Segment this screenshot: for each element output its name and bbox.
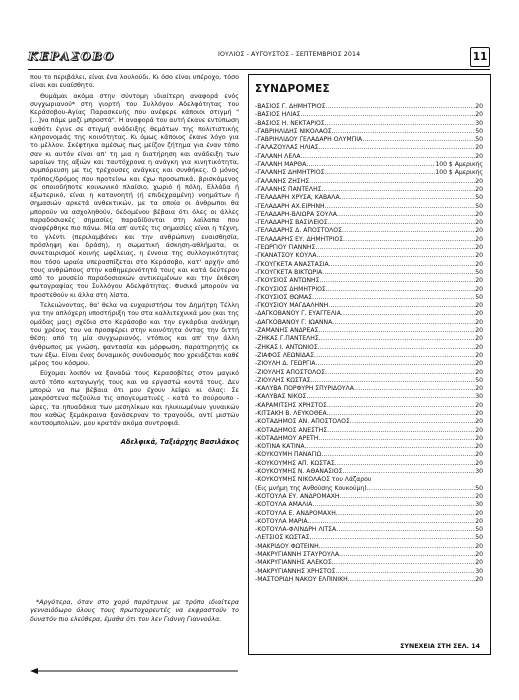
donor-name: (Εις μνήμη της Ανθούσης Κουκούμη) (255, 484, 367, 492)
donor-name: -ΓΑΒΡΙΗΛΙΔΗΣ ΝΙΚΟΛΑΟΣ (255, 127, 332, 135)
donor-name: -ΚΟΤΟΥΛΑ ΕΥ. ΑΝΔΡΟΜΑΧΗ (255, 492, 340, 500)
donor-name: -ΜΑΚΡΥΓΙΑΝΝΗΣ ΧΡΗΣΤΟΣ (255, 567, 336, 575)
donation-amount: 20 (475, 260, 483, 268)
donation-row (255, 418, 483, 426)
donation-row (255, 393, 483, 401)
donation-row (255, 377, 483, 385)
donor-name: -ΓΚΟΥΣΙΟΣ ΑΝΤΩΝΗΣ (255, 277, 320, 285)
donation-row (255, 136, 483, 144)
donor-name: -ΚΟΤΟΥΛΑ ΜΑΡΙΑ (255, 517, 308, 525)
dot-leader (319, 144, 476, 152)
dot-leader (325, 103, 475, 111)
dot-leader (300, 111, 475, 119)
dot-leader (310, 377, 475, 385)
donation-row (255, 161, 483, 169)
donation-amount: 20 (475, 509, 483, 517)
page-number: 11 (470, 47, 490, 67)
dot-leader (336, 568, 476, 576)
dot-leader (332, 128, 476, 136)
dot-leader (362, 136, 475, 144)
donation-amount: 30 (475, 119, 483, 127)
donation-amount: 20 (475, 252, 483, 260)
donor-name: -ΚΟΤΑΔΗΜΟΣ ΑΝΕΣΤΗΣ (255, 426, 328, 434)
dot-leader (341, 310, 475, 318)
donor-name: -ΚΟΤΟΥΛΑ-ΦΛΙΝΔΡΗ ΛΙΤΣΑ (255, 526, 337, 534)
donation-amount: 20 (475, 385, 483, 393)
dot-leader (342, 468, 475, 476)
donor-name: -ΖΙΟΥΛΗΣ ΚΩΣΤΑΣ (255, 376, 311, 384)
dot-leader (343, 236, 475, 244)
dot-leader (325, 203, 476, 211)
donation-row (255, 319, 483, 327)
donations-list (255, 103, 483, 584)
dot-leader (354, 385, 475, 393)
donation-amount: 20 (475, 335, 483, 343)
donation-amount: 20 (475, 152, 483, 160)
donation-row (255, 111, 483, 119)
page-header (28, 48, 490, 70)
donation-amount: 20 (475, 285, 483, 293)
donation-row (255, 435, 483, 443)
article-signature: Αδελφικά, Ταξιάρχης Βασιλάκος (120, 438, 239, 447)
donation-amount: 20 (475, 459, 483, 467)
donation-row (255, 335, 483, 343)
donation-amount: 20 (475, 517, 483, 525)
dot-leader (336, 526, 475, 534)
dot-leader (336, 510, 475, 518)
donations-box (248, 74, 491, 655)
donation-amount: 30 (475, 567, 483, 575)
dot-leader (337, 211, 475, 219)
donation-row (255, 485, 483, 493)
donation-amount: 20 (475, 551, 483, 559)
donor-name: -ΓΑΛΑΝΗ ΜΑΡΘΑ (255, 161, 307, 169)
donation-row (255, 443, 483, 451)
donation-amount: 20 (475, 210, 483, 218)
dot-leader (332, 319, 475, 327)
donor-name: -ΓΚΟΥΣΙΟΣ ΔΗΜΗΤΡΙΟΣ (255, 285, 326, 293)
donation-row (255, 277, 483, 285)
issue-date: ΙΟΥΛΙΟΣ - ΑΥΓΟΥΣΤΟΣ - ΣΕΠΤΕΜΒΡΙΟΣ 2014 (218, 51, 361, 58)
dot-leader (325, 369, 475, 377)
dot-leader (327, 410, 476, 418)
dot-leader (305, 443, 476, 451)
donation-row (255, 501, 483, 509)
donor-name: -ΓΑΛΑΝΗΣ ΖΗΣΗΣ (255, 177, 310, 185)
donor-name: -ΜΑΚΡΥΓΙΑΝΝΗ ΣΤΑΥΡΟΥΛΑ (255, 551, 340, 559)
dot-leader (332, 559, 476, 567)
donor-name: -ΓΚΟΥΣΙΟΣ ΘΩΜΑΣ (255, 293, 313, 301)
donor-name: -ΚΟΤΑΔΗΜΟΣ ΑΝ. ΑΠΟΣΤΟΛΟΣ (255, 418, 350, 426)
donation-row (255, 526, 483, 534)
donation-amount: 20 (475, 451, 483, 459)
donor-name: -ΓΕΛΑΔΑΡΗ ΑΧ.ΕΙΡΗΝΗ (255, 202, 325, 210)
donor-name: -ΓΑΛΑΖΟΥΛΑΣ ΗΛΙΑΣ (255, 144, 319, 152)
donor-name: -ΓΕΛΑΔΑΡΗΣ ΒΑΣΙΛΕΙΟΣ (255, 219, 328, 227)
donor-name: -ΒΑΣΙΟΣ ΗΛΙΑΣ (255, 111, 301, 119)
donor-name: -ΚΟΥΚΟΥΜΗΣ Ν. ΑΘΑΝΑΣΙΟΣ (255, 468, 343, 476)
donation-row (255, 576, 483, 584)
article-paragraph: Θυμάμαι ακόμα στην σύντομη ιδιαίτερη αναφορά ενός συγχωριανού* στη γιορτή του Συλλόγου Αδελφότητας του Κεράσοβου-Αγίας Παρασκευής που ανέφερε κάποιοι στιγμή "[...]να πάμε μαζί μπροστά". Η αναφορά του αυτή έκανε εντύπωση καθότι έγινε σε στιγμή ανάδειξης θεμάτων της πολιτιστικής κληρονομιάς της κοινότητας. Κι όμως κάποιος έκανε λόγο για το μέλλον. Σκέφτηκα αμέσως πως μείζον ζήτημα για έναν τόπο σαν κι αυτόν είναι απ' τη μια η διατήρηση και ανάδειξη των ωραίων της αξιών και ταυτόχρονα η ανάγκη για κινητικότητα, συμπόρευση με τις τρέχουσες ανάγκες και συνθήκες. Ο μόνος τρόπος/δρόμος που προτείνω και έχω προσωπικά, βρισκόμενος σε οποιοδήποτε κοινωνικό πλαίσιο, χωριό ή πόλη, Ελλάδα ή εξωτερικό, είναι η κατανοητή (ή επιδεχραμένη) νοημάτων ή σημασιών αρκετά ανθεκτικών, με τα οποία οι άνθρωποι θα μπορούν να ασχοληθούν, δεδομένου βέβαια ότι όλες οι άλλες παραδοσιακές σημασίες παραδίδονται στη λαϊλαπα που αναφέρθηκε πιο πάνω. Μία απ' αυτές τις σημασίες είναι η τέχνη, το γλέντι (περιλαμβάνει και την ανθρώπινη ευαισθησία, πρόσληψη και δράση), η σωματική άσκηση-αθλήματα, οι συνεταιρισμοί κοινής ωφέλειας, η έννοια της συλλογικότητας που τόσο ωραία υπερασπίζεται στο Κεράσοβο, κατ' αρχήν από τους ανθρώπους στην καθημερινότητά τους και κατά δεύτερον από το μουσείο παραδοσιακών αντικειμένων και την έκθεση φωτογραφίας του Συλλόγου Αδελφότητας. Φυσικά μπορούν να προστεθούν κι άλλα στη λίστα. (30, 92, 239, 299)
donation-row (255, 219, 483, 227)
donation-row (255, 385, 483, 393)
donor-name: -ΓΚΑΝΑΤΣΟΥ ΚΟΥΛΑ (255, 252, 317, 260)
donor-name: -ΖΙΟΥΛΗΣ ΑΠΟΣΤΟΛΟΣ (255, 368, 325, 376)
donation-row (255, 402, 483, 410)
donation-row (255, 261, 483, 269)
donor-name: -ΓΕΛΑΔΑΡΗΣ ΕΥ. ΔΗΜΗΤΡΙΟΣ (255, 235, 344, 243)
donation-amount: 20 (475, 418, 483, 426)
donor-name: -ΚΟΥΚΟΥΜΗΣ ΑΠ. ΚΩΣΤΑΣ (255, 459, 335, 467)
donation-row (255, 468, 483, 476)
donation-amount: 20 (475, 351, 483, 359)
donation-amount: 20 (475, 343, 483, 351)
donation-row (255, 286, 483, 294)
donation-amount: 20 (475, 559, 483, 567)
dot-leader (309, 534, 475, 542)
dot-leader (322, 186, 476, 194)
donation-row (255, 103, 483, 111)
donation-amount: 100 $ Αμερικής (435, 161, 483, 169)
donation-row (255, 128, 483, 136)
donation-row (255, 568, 483, 576)
donation-row (255, 344, 483, 352)
donor-name: -ΓΕΛΑΔΑΡΗ ΧΡΥΣΑ, ΚΑΒΑΛΑ (255, 194, 340, 202)
donor-name: -ΚΟΥΚΟΥΜΗΣ ΝΙΚΟΛΑΟΣ του Λάζαρου (255, 476, 372, 484)
donor-name: -ΖΑΜΑΝΗΣ ΑΝΔΡΕΑΣ (255, 327, 319, 335)
donation-amount: 50 (475, 484, 483, 492)
donation-amount: 20 (475, 185, 483, 193)
dot-leader (316, 252, 475, 260)
donor-name: -ΚΟΤΙΝΑ ΚΑΤΙΝΑ (255, 443, 305, 451)
donation-row (255, 518, 483, 526)
donation-amount: 20 (475, 542, 483, 550)
donation-amount: 20 (475, 277, 483, 285)
donation-row (255, 294, 483, 302)
dot-leader (339, 551, 475, 559)
donation-amount: 20 (475, 434, 483, 442)
donation-row (255, 252, 483, 260)
donation-amount: 30 (475, 393, 483, 401)
donor-name: -ΜΑΣΤΟΡΙΔΗ ΝΑΚΟΥ ΕΛΠΙΝΙΚΗ (255, 575, 348, 583)
donation-row (255, 369, 483, 377)
donation-amount: 20 (475, 368, 483, 376)
donation-amount: 50 (475, 376, 483, 384)
donor-name: -ΚΙΤΣΑΚΗ Β. ΛΕΥΚΟΘΕΑ (255, 409, 327, 417)
article-column (30, 74, 239, 449)
donation-row (255, 543, 483, 551)
dot-leader (340, 194, 476, 202)
donor-name: -ΓΕΛΑΔΑΡΗΣ Δ. ΑΠΟΣΤΟΛΟΣ (255, 227, 342, 235)
dot-leader (315, 360, 475, 368)
donor-name: -ΓΚΟΥΓΚΕΤΑ ΑΝΑΣΤΑΣΙΑ (255, 260, 329, 268)
donation-row (255, 236, 483, 244)
dot-leader (301, 153, 476, 161)
donation-amount: 20 (475, 492, 483, 500)
donation-amount: 20 (475, 310, 483, 318)
dot-leader (306, 161, 435, 169)
donations-title: ΣΥΝΔΡΟΜΕΣ (255, 83, 330, 95)
dot-leader (327, 427, 475, 435)
donation-amount: 20 (475, 360, 483, 368)
dot-leader (325, 120, 476, 128)
donor-name: -ΒΑΣΙΟΣ Η. ΝΕΚΤΑΡΙΟΣ (255, 119, 325, 127)
donation-amount: 50 (475, 268, 483, 276)
donation-row (255, 327, 483, 335)
newsletter-logo: ΚΕΡΑΣΟΒΟ (28, 49, 116, 63)
donation-amount: 20 (475, 318, 483, 326)
donor-name: -ΖΙΑΦΟΣ ΛΕΩΝΙΔΑΣ (255, 351, 314, 359)
donation-row (255, 460, 483, 468)
donor-name: -ΒΑΣΙΟΣ Γ. ΔΗΜΗΤΡΙΟΣ (255, 103, 326, 110)
donation-row (255, 559, 483, 567)
article-paragraph: που το περιβάλει, είναι ένα λουλούδι. Κι όσο είναι υπέροχο, τόσο είναι και ευαίσθητο. (30, 74, 239, 90)
dot-leader (324, 169, 435, 177)
donation-amount: 50 (475, 202, 483, 210)
donor-name: -ΚΑΡΑΜΙΤΣΗΣ ΧΡΗΣΤΟΣ (255, 401, 327, 409)
donation-amount: 20 (475, 144, 483, 152)
donor-name: -ΖΗΚΑΣ Γ.ΠΑΝΤΕΛΗΣ (255, 335, 319, 343)
donor-name: -ΔΑΓΚΟΒΑΝΟΥ Γ. ΕΥΑΓΓΕΛΙΑ (255, 310, 341, 318)
donation-amount: 50 (475, 136, 483, 144)
donation-amount: 20 (475, 401, 483, 409)
dot-leader (342, 227, 475, 235)
dot-leader (306, 393, 475, 401)
donor-name: -ΚΟΤΟΥΛΑ ΑΜΑΛΙΑ (255, 501, 313, 509)
donation-row (255, 510, 483, 518)
donation-amount: 50 (475, 194, 483, 202)
donation-amount: 20 (475, 227, 483, 235)
donation-row (255, 211, 483, 219)
donation-amount: 20 (475, 235, 483, 243)
donation-row (255, 144, 483, 152)
donation-amount: 20 (475, 409, 483, 417)
donation-row (255, 269, 483, 277)
article-paragraph: Τελειώνοντας, θα' θελα να ευχαριστήσω τον Δημήτρη Τέλλη για την απλόχερη υποστήριξη του στα καλλιτεχνικά μου (και της ομάδας μας) σχέδια στο Κεράσοβο και την εγκάρδια ανάληψη του χρέους του να προσφέρει στην κοινότητα όντας την διττή θέση: από τη μία συγχωριανός, ντόπιος και απ' την άλλη άνθρωπος με γνώση, φαντασία και μόρφωση, παρατηρητής εκ των έξω. Είναι ένας δυναμικός συνδυασμός που χρειάζεται καθέ μέρος του κόσμου. (30, 302, 239, 368)
dot-leader (318, 344, 476, 352)
donor-name: -ΚΟΤΑΔΗΜΟΥ ΑΡΕΤΗ (255, 434, 319, 442)
donor-name: -ΓΑΛΑΝΗ ΛΕΛΑ (255, 152, 301, 160)
dot-leader (312, 294, 475, 302)
donation-amount: 20 (475, 103, 483, 110)
donation-row (255, 302, 483, 310)
dot-leader (309, 178, 475, 186)
donation-row (255, 427, 483, 435)
donor-name: -ΚΑΛΥΒΑ ΠΟΡΦΥΡΗ ΣΠΥΡΙΔΟΥΛΑ (255, 385, 354, 393)
donor-name: -ΓΑΛΑΝΗΣ ΔΗΜΗΤΡΙΟΣ (255, 169, 325, 177)
donor-name: -ΚΑΛΥΒΑΣ ΝΙΚΟΣ (255, 393, 307, 401)
donation-amount: 20 (475, 327, 483, 335)
donor-name: -ΖΙΟΥΛΗ Δ. ΓΕΩΡΓΙΑ (255, 360, 316, 368)
article-paragraph: Εύχομαι λοιπόν να ξαναδώ τους Κερασοβίτες στον μαγικό αυτό τόπο καταγωγής τους και να εργαστώ κοντά τους. Δεν μπορώ να πω βέβαια ότι μου έχουν λείψει κι όλας: Σε μακρόστενα πεζούλια τις απογευματινές - κατά το σούρουπο - ώρες, τα ηπυαδάκια των μεσηλίκων και ηλικιωμένων γυναικών που καθώς ξεμάκραινα ξανάσερναν το τραγούδι, αντί μιστών κουτσομπολιών, μου κρατάν ακόμα συντροφιά. (30, 370, 239, 428)
donation-amount: 50 (475, 526, 483, 534)
continued-note: ΣΥΝΕΧΕΙΑ ΣΤΗ ΣΕΛ. 14 (400, 643, 480, 650)
donation-row (255, 120, 483, 128)
donation-amount: 30 (475, 501, 483, 509)
dot-leader (348, 576, 476, 584)
dot-leader (318, 327, 475, 335)
donation-amount: 30 (475, 468, 483, 476)
dot-leader (308, 518, 476, 526)
donation-row (255, 476, 483, 484)
donation-row (255, 244, 483, 252)
donation-amount: 20 (475, 177, 483, 185)
donor-name: -ΜΑΚΡΙΔΟΥ ΦΩΤΕΙΝΗ (255, 542, 319, 550)
dot-leader (327, 402, 475, 410)
donor-name: -ΖΗΚΑΣ Ι. ΑΝΤΩΝΙΟΣ (255, 343, 318, 351)
donor-name: -ΜΑΚΡΥΓΙΑΝΝΗΣ ΑΛΕΚΟΣ (255, 559, 332, 567)
donation-amount: 100 $ Αμερικής (435, 169, 483, 177)
donation-amount: 50 (475, 534, 483, 542)
dot-leader (312, 501, 475, 509)
dot-leader (335, 460, 476, 468)
donor-name: -ΚΟΤΟΥΛΑ Ε. ΑΝΔΡΟΜΑΧΗ (255, 509, 336, 517)
donor-name: -ΓΚΟΥΓΚΕΤΑ ΒΙΚΤΩΡΙΑ (255, 268, 323, 276)
donation-row (255, 551, 483, 559)
dot-leader (314, 352, 475, 360)
donation-amount: 20 (475, 244, 483, 252)
donation-row (255, 203, 483, 211)
dot-leader (328, 219, 476, 227)
dot-leader (329, 261, 476, 269)
dot-leader (340, 493, 476, 501)
donation-row (255, 534, 483, 542)
donor-name: -ΓΕΩΡΓΙΟΥ ΓΙΑΝΝΗΣ (255, 244, 316, 252)
donor-name: -ΔΑΓΚΟΒΑΝΟΥ Γ. ΙΩΑΝΝΑ (255, 318, 333, 326)
donor-name: -ΓΕΛΑΔΑΡΗ-ΒΛΙΩΡΑ ΣΟΥΛΑ (255, 210, 337, 218)
donation-amount: 20 (475, 575, 483, 583)
donation-row (255, 186, 483, 194)
donation-amount: 20 (475, 426, 483, 434)
donation-row (255, 410, 483, 418)
donation-row (255, 227, 483, 235)
dot-leader (328, 302, 475, 310)
donor-name: -ΓΑΒΡΙΗΛΙΔΟΥ ΓΕΛΑΔΑΡΗ ΟΛΥΜΠΙΑ (255, 136, 363, 144)
donation-amount: 20 (475, 443, 483, 451)
donation-amount: 20 (475, 302, 483, 310)
dot-leader (319, 335, 476, 343)
donor-name: -ΛΕΤΣΙΟΣ ΚΩΣΤΑΣ (255, 534, 310, 542)
donation-amount: 50 (475, 293, 483, 301)
donor-name: -ΚΟΥΚΟΥΜΗ ΠΑΝΑΓΙΩ (255, 451, 322, 459)
donor-name: -ΓΚΟΥΣΙΟΥ ΜΑΓΔΑΛΗΝΗ (255, 302, 329, 310)
donation-amount: 20 (475, 111, 483, 119)
header-rule (28, 69, 490, 70)
donation-row (255, 352, 483, 360)
dot-leader (322, 269, 475, 277)
donation-amount: 50 (475, 127, 483, 135)
donation-row (255, 451, 483, 459)
dot-leader (321, 451, 475, 459)
donation-row (255, 153, 483, 161)
dot-leader (326, 286, 475, 294)
left-arrow-icon (30, 667, 240, 675)
dot-leader (315, 244, 475, 252)
donor-name: -ΓΑΛΑΝΗΣ ΠΑΝΤΕΛΗΣ (255, 185, 322, 193)
donation-row (255, 194, 483, 202)
donation-row (255, 360, 483, 368)
dot-leader (319, 277, 475, 285)
dot-leader (350, 418, 475, 426)
donation-row (255, 178, 483, 186)
article-footnote: *Αργότερα, όταν στο χορό παρότρυνε με τρόπο ιδιαίτερα γενναιόδωρο όλους τους πρωτοχορευτές να εκφραστούν το δυνατόν πιο ελεύθερα, έμαθα ότι τον λεν Γιάννη Γιαννούλα. (30, 599, 239, 623)
dot-leader (318, 435, 475, 443)
dot-leader (367, 485, 476, 493)
dot-leader (319, 543, 476, 551)
donation-row (255, 169, 483, 177)
donation-amount: 20 (475, 219, 483, 227)
donation-row (255, 493, 483, 501)
donation-row (255, 310, 483, 318)
